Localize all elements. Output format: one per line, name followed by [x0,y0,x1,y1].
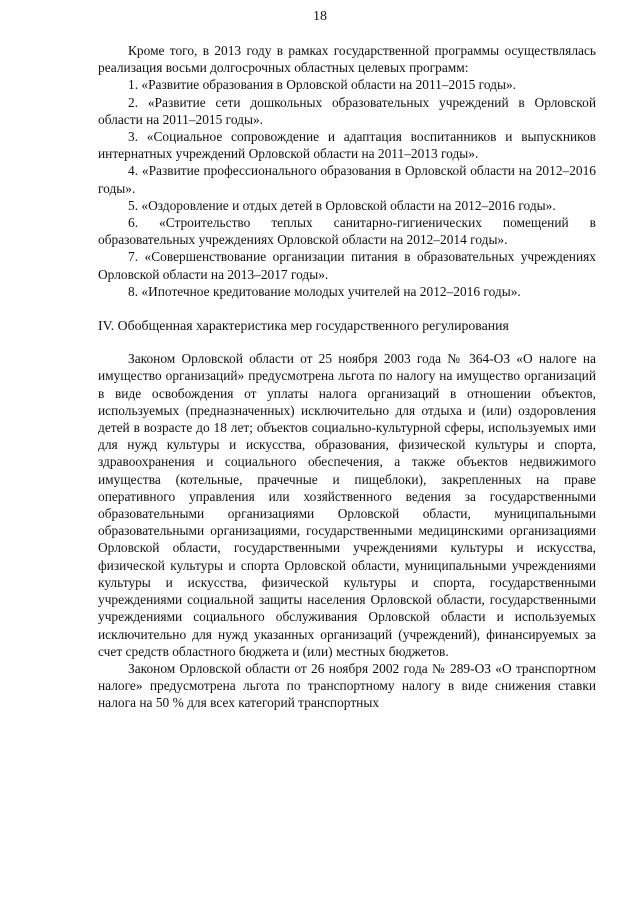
program-item: 6. «Строительство теплых санитарно-гигиенических помещений в образовательных учреждениях Орловской области на 2012–2014 годы». [98,215,596,248]
section-heading: IV. Обобщенная характеристика мер государственного регулирования [98,318,509,334]
program-item: 3. «Социальное сопровождение и адаптация воспитанников и выпускников интернатных учреждений Орловской области на 2011–2013 годы». [98,129,596,162]
body-paragraph: Законом Орловской области от 25 ноября 2003 года № 364-ОЗ «О налоге на имущество организаций» предусмотрена льгота по налогу на имущество организаций в виде освобождения от уплаты налога организаций в отношении объектов, используемых (предназначенных) исключительно для отдыха и (или) оздоровления детей в возрасте до 18 лет; объектов социально-культурной сферы, используемых ими для нужд культуры и искусства, образования, физической культуры и спорта, здравоохранения и социального обеспечения, а также объектов недвижимого имущества (котельные, прачечные и пищеблоки), закрепленных на праве оперативного управления или хозяйственного ведения за государственными образовательными организациями Орловской области, муниципальными образовательными организациями, государственными медицинскими организациями Орловской области, государственными учреждениями культуры и искусства, физической культуры и спорта Орловской области, муниципальными учреждениями культуры и искусства, физической культуры и спорта, государственными учреждениями социальной защиты населения Орловской области, государственными учреждениями социального обслуживания Орловской области и используемых исключительно для нужд указанных организаций (учреждений), финансируемых за счет средств областного бюджета и (или) местных бюджетов. [98,351,596,659]
program-item: 7. «Совершенствование организации питания в образовательных учреждениях Орловской области на 2013–2017 годы». [98,249,596,282]
page-number: 18 [313,9,327,24]
program-item: 8. «Ипотечное кредитование молодых учителей на 2012–2016 годы». [128,283,521,299]
programs-list [98,76,596,300]
program-item: 1. «Развитие образования в Орловской области на 2011–2015 годы». [128,77,516,93]
document-body [98,42,596,712]
program-item: 5. «Оздоровление и отдых детей в Орловской области на 2012–2016 годы». [128,197,556,213]
program-item: 2. «Развитие сети дошкольных образовательных учреждений в Орловской области на 2011–2015 годы». [98,94,596,127]
body-paragraph: Законом Орловской области от 26 ноября 2002 года № 289-ОЗ «О транспортном налоге» предусмотрена льгота по транспортному налогу в виде снижения ставки налога на 50 % для всех категорий транспортных [98,660,596,711]
program-item: 4. «Развитие профессионального образования в Орловской области на 2012–2016 годы». [98,163,596,196]
intro-paragraph: Кроме того, в 2013 году в рамках государственной программы осуществлялась реализация восьми долгосрочных областных целевых программ: [98,43,596,76]
